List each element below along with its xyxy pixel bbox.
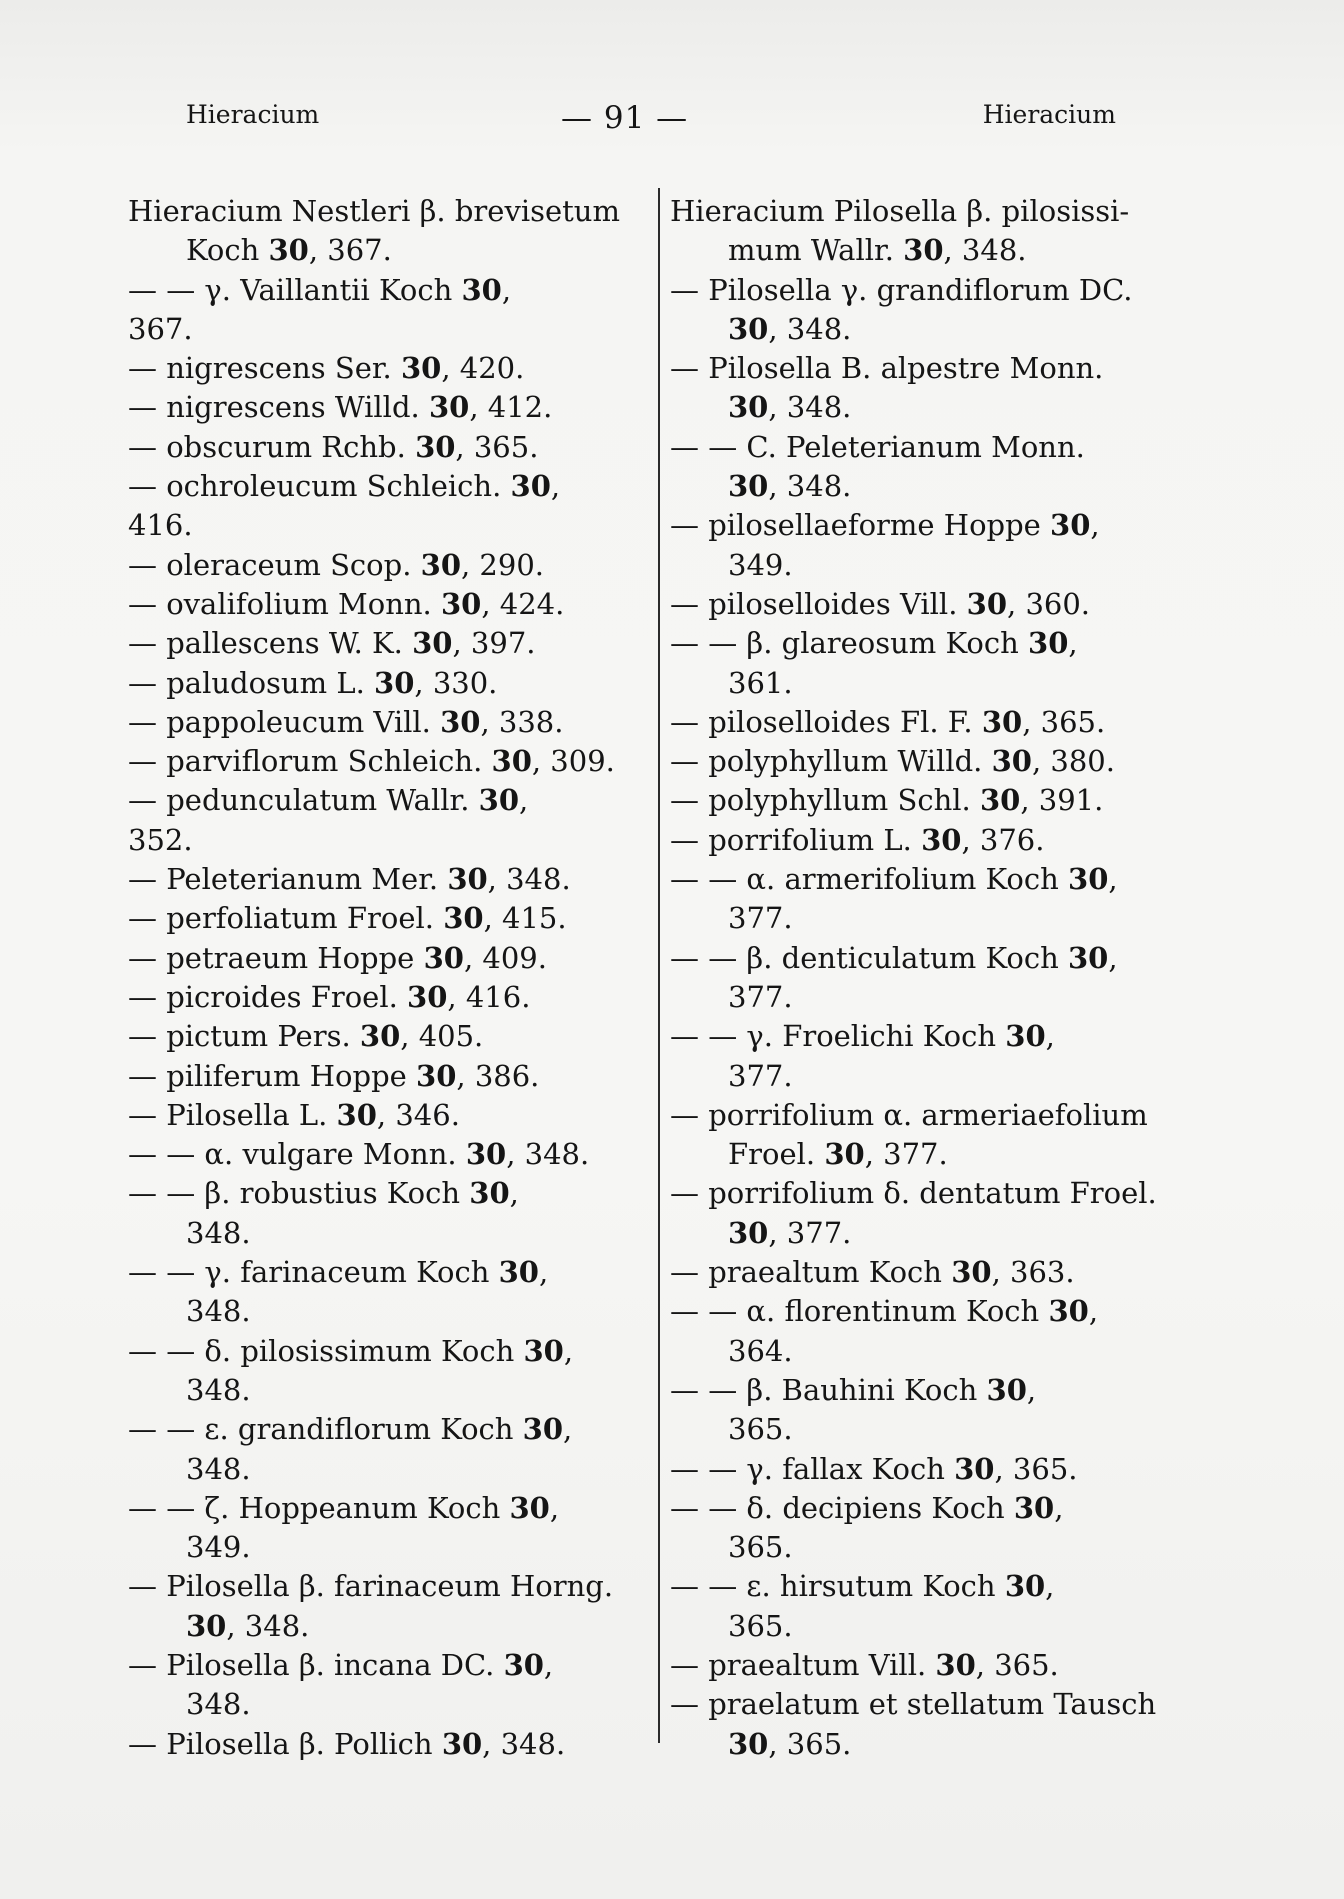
index-entry-line: — pappoleucum Vill. 30, 338.: [128, 704, 564, 739]
index-entry-line: 377.: [728, 901, 793, 936]
index-entry-line: 30, 348.: [186, 1608, 310, 1643]
index-entry-line: — — γ. Froelichi Koch 30,: [670, 1019, 1055, 1054]
index-entry-line: — paludosum L. 30, 330.: [128, 665, 498, 700]
index-entry-line: — oleraceum Scop. 30, 290.: [128, 547, 545, 582]
index-entry-line: 30, 377.: [728, 1215, 852, 1250]
index-entry-line: — porrifolium L. 30, 376.: [670, 822, 1045, 857]
index-entry-line: — polyphyllum Schl. 30, 391.: [670, 783, 1104, 818]
index-entry-line: 365.: [728, 1530, 793, 1565]
page-number: — 91 —: [561, 100, 689, 136]
index-entry-line: — — β. glareosum Koch 30,: [670, 626, 1078, 661]
index-entry-line: Hieracium Nestleri β. brevisetum: [128, 194, 620, 228]
index-entry-line: — — ε. hirsutum Koch 30,: [670, 1569, 1055, 1604]
index-entry-line: — ovalifolium Monn. 30, 424.: [128, 586, 565, 621]
index-entry-line: 352.: [128, 822, 193, 857]
index-entry-line: — Pilosella β. farinaceum Horng.: [128, 1569, 614, 1604]
index-entry-line: — pictum Pers. 30, 405.: [128, 1019, 484, 1054]
index-entry-line: 348.: [186, 1451, 251, 1486]
index-entry-line: 30, 365.: [728, 1726, 852, 1761]
index-entry-line: — — β. Bauhini Koch 30,: [670, 1372, 1037, 1407]
index-entry-line: — piliferum Hoppe 30, 386.: [128, 1058, 540, 1093]
index-entry-line: — parviflorum Schleich. 30, 309.: [128, 744, 615, 779]
index-entry-line: 348.: [186, 1372, 251, 1407]
index-entry-line: — praealtum Vill. 30, 365.: [670, 1647, 1059, 1682]
index-entry-line: — perfoliatum Froel. 30, 415.: [128, 901, 567, 936]
index-entry-line: — pedunculatum Wallr. 30,: [128, 783, 529, 818]
index-entry-line: 367.: [128, 311, 193, 346]
index-entry-line: — polyphyllum Willd. 30, 380.: [670, 744, 1115, 779]
index-entry-line: — — α. armerifolium Koch 30,: [670, 862, 1118, 897]
index-entry-line: — — β. robustius Koch 30,: [128, 1176, 519, 1211]
index-entry-line: 348.: [186, 1687, 251, 1722]
index-entry-line: mum Wallr. 30, 348.: [728, 233, 1027, 268]
index-entry-line: 364.: [728, 1333, 793, 1368]
index-entry-line: — — δ. pilosissimum Koch 30,: [128, 1333, 574, 1368]
index-column-right: [670, 192, 1200, 1764]
index-entry-line: — — α. florentinum Koch 30,: [670, 1294, 1099, 1329]
index-entry-line: — Peleterianum Mer. 30, 348.: [128, 862, 571, 897]
index-entry-line: — — ε. grandiflorum Koch 30,: [128, 1412, 573, 1447]
index-entry-line: — petraeum Hoppe 30, 409.: [128, 940, 547, 975]
index-entry-line: — pilosellaeforme Hoppe 30,: [670, 508, 1100, 543]
index-entry-line: — Pilosella β. Pollich 30, 348.: [128, 1726, 566, 1761]
index-entry-line: — praelatum et stellatum Tausch: [670, 1687, 1157, 1722]
index-entry-line: 30, 348.: [728, 469, 852, 504]
index-entry-line: — — γ. fallax Koch 30, 365.: [670, 1451, 1078, 1486]
index-entry-line: — — C. Peleterianum Monn.: [670, 429, 1085, 464]
column-divider: [658, 188, 660, 1743]
index-entry-line: — nigrescens Willd. 30, 412.: [128, 390, 553, 425]
index-entry-line: — porrifolium δ. dentatum Froel.: [670, 1176, 1157, 1211]
index-entry-line: — pallescens W. K. 30, 397.: [128, 626, 536, 661]
index-entry-line: — — δ. decipiens Koch 30,: [670, 1490, 1064, 1525]
index-entry-line: — picroides Froel. 30, 416.: [128, 979, 531, 1014]
index-entry-line: 416.: [128, 508, 193, 543]
index-entry-line: 349.: [728, 547, 793, 582]
index-entry-line: — — ζ. Hoppeanum Koch 30,: [128, 1490, 560, 1525]
index-entry-line: 349.: [186, 1530, 251, 1565]
index-entry-line: Froel. 30, 377.: [728, 1137, 948, 1172]
index-entry-line: — — β. denticulatum Koch 30,: [670, 940, 1118, 975]
index-column-left: [128, 192, 648, 1764]
index-entry-line: — piloselloides Vill. 30, 360.: [670, 586, 1091, 621]
index-entry-line: — praealtum Koch 30, 363.: [670, 1255, 1075, 1290]
index-entry-line: Hieracium Pilosella β. pilosissi-: [670, 194, 1130, 228]
index-entry-line: 30, 348.: [728, 390, 852, 425]
index-entry-line: — — γ. farinaceum Koch 30,: [128, 1255, 549, 1290]
index-entry-line: 30, 348.: [728, 311, 852, 346]
index-entry-line: — — γ. Vaillantii Koch 30,: [128, 272, 512, 307]
index-entry-line: 365.: [728, 1412, 793, 1447]
running-header: [186, 100, 1116, 140]
index-entry-line: — Pilosella L. 30, 346.: [128, 1097, 460, 1132]
index-entry-line: 377.: [728, 979, 793, 1014]
index-entry-line: — Pilosella β. incana DC. 30,: [128, 1647, 554, 1682]
index-entry-line: 348.: [186, 1294, 251, 1329]
header-left-title: Hieracium: [186, 100, 320, 129]
index-entry-line: 348.: [186, 1215, 251, 1250]
index-entry-line: — porrifolium α. armeriaefolium: [670, 1097, 1148, 1132]
index-entry-line: 361.: [728, 665, 793, 700]
index-entry-line: — piloselloides Fl. F. 30, 365.: [670, 704, 1106, 739]
index-entry-line: — obscurum Rchb. 30, 365.: [128, 429, 539, 464]
header-right-title: Hieracium: [982, 100, 1116, 129]
index-entry-line: Koch 30, 367.: [186, 233, 392, 268]
index-entry-line: — — α. vulgare Monn. 30, 348.: [128, 1137, 590, 1172]
index-entry-line: — Pilosella γ. grandiflorum DC.: [670, 272, 1133, 307]
index-entry-line: 365.: [728, 1608, 793, 1643]
index-entry-line: — Pilosella B. alpestre Monn.: [670, 351, 1104, 386]
index-entry-line: — nigrescens Ser. 30, 420.: [128, 351, 525, 386]
index-entry-line: — ochroleucum Schleich. 30,: [128, 469, 561, 504]
index-entry-line: 377.: [728, 1058, 793, 1093]
